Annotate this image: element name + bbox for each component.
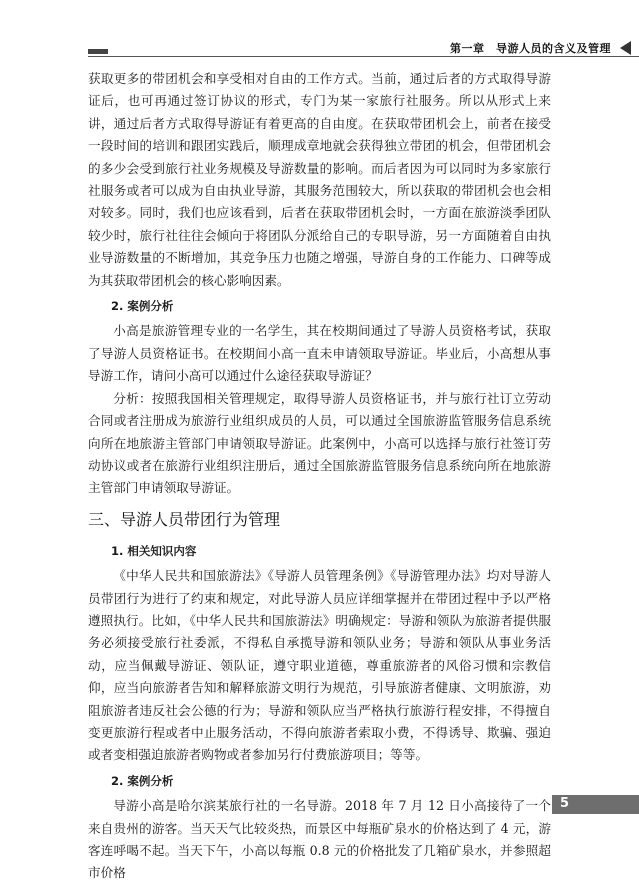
page-number: 5 bbox=[560, 796, 570, 811]
page-body bbox=[88, 68, 551, 885]
analysis-paragraph: 分析：按照我国相关管理规定，取得导游人员资格证书，并与旅行社订立劳动合同或者注册成为旅游行业组织成员的人员，可以通过全国旅游监管服务信息系统向所在地旅游主管部门申请领取导游证。此案例中，小高可以选择与旅行社签订劳动协议或者在旅游行业组织注册后，通过全国旅游监管服务信息系统向所在地旅游主管部门申请领取导游证。 bbox=[88, 390, 551, 496]
section-heading: 三、导游人员带团行为管理 bbox=[88, 509, 281, 529]
case-paragraph: 小高是旅游管理专业的一名学生，其在校期间通过了导游人员资格考试，获取了导游人员资格证书。在校期间小高一直未申请领取导游证。毕业后，小高想从事导游工作，请问小高可以通过什么途径获取导游证？ bbox=[88, 323, 551, 384]
left-triangle-icon bbox=[620, 41, 631, 55]
header-rule bbox=[88, 56, 639, 57]
subheading-case-analysis-2: 2. 案例分析 bbox=[111, 773, 174, 788]
case-paragraph-2: 导游小高是哈尔滨某旅行社的一名导游。2018 年 7 月 12 日小高接待了一个来自贵州的游客。当天天气比较炎热，而景区中每瓶矿泉水的价格达到了 4 元，游客连呼喝不起。当天下午，小高以每瓶 0.8 元的价格批发了几箱矿泉水，并参照超市价格 bbox=[88, 798, 551, 881]
running-header bbox=[88, 40, 639, 60]
chapter-title: 第一章 导游人员的含义及管理 bbox=[450, 42, 611, 55]
subheading-related-knowledge: 1. 相关知识内容 bbox=[111, 543, 197, 558]
page-number-tab bbox=[552, 795, 639, 814]
subheading-case-analysis: 2. 案例分析 bbox=[111, 299, 174, 314]
paragraph-continued: 获取更多的带团机会和享受相对自由的工作方式。当前，通过后者的方式取得导游证后，也可再通过签订协议的形式，专门为某一家旅行社服务。所以从形式上来讲，通过后者方式取得导游证有着更高的自由度。在获取带团机会上，前者在接受一段时间的培训和跟团实践后，顺理成章地就会获得独立带团的机会，但带团机会的多少会受到旅行社业务规模及导游数量的影响。而后者因为可以同时为多家旅行社服务或者可以成为自由执业导游，其服务范围较大，所以获取的带团机会也会相对较多。同时，我们也应该看到，后者在获取带团机会时，一方面在旅游淡季团队较少时，旅行社往往会倾向于将团队分派给自己的专职导游，另一方面随着自由执业导游数量的不断增加，其竞争压力也随之增强，导游自身的工作能力、口碑等成为其获取带团机会的核心影响因素。 bbox=[88, 71, 551, 288]
header-bar-decoration bbox=[88, 49, 108, 54]
knowledge-paragraph: 《中华人民共和国旅游法》《导游人员管理条例》《导游管理办法》均对导游人员带团行为进行了约束和规定，对此导游人员应详细掌握并在带团过程中予以严格遵照执行。比如，《中华人民共和国旅游法》明确规定：导游和领队为旅游者提供服务必须接受旅行社委派，不得私自承揽导游和领队业务；导游和领队从事业务活动，应当佩戴导游证、领队证，遵守职业道德，尊重旅游者的风俗习惯和宗教信仰，应当向旅游者告知和解释旅游文明行为规范，引导旅游者健康、文明旅游，劝阻旅游者违反社会公德的行为；导游和领队应当严格执行旅游行程安排，不得擅自变更旅游行程或者中止服务活动，不得向旅游者索取小费，不得诱导、欺骗、强迫或者变相强迫旅游者购物或者参加另行付费旅游项目；等等。 bbox=[88, 568, 551, 763]
